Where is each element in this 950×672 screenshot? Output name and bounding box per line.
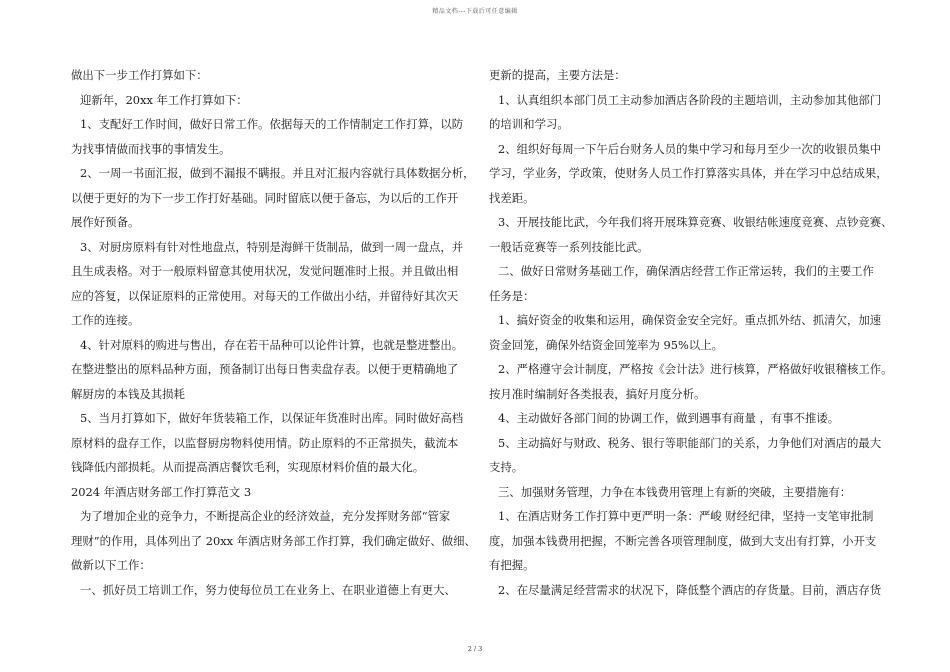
text-line: 有把握。: [489, 558, 535, 572]
text-line: 1、认真组织本部门员工主动参加酒店各阶段的主题培训，主动参加其他部门: [498, 92, 882, 107]
text-line: 一般话竞赛等一系列技能比武。: [489, 239, 649, 254]
text-line: 且生成表格。对于一般原料留意其使用状况，发觉问题准时上报。并且做出相: [71, 264, 459, 278]
header-note: 精品文档---下载后可任意编辑: [432, 8, 518, 15]
text-line: 为找事情做而找事的事情发生。: [71, 141, 231, 156]
text-line: 理财”的作用，具体列出了 20xx 年酒店财务部工作打算，我们确定做好、做细、: [71, 533, 476, 548]
text-line: 2024 年酒店财务部工作打算范文 3: [71, 484, 252, 499]
text-line: 资金回笼，确保外结资金回笼率为 95%以上。: [489, 337, 723, 352]
text-line: 支持。: [489, 460, 524, 474]
text-line: 解厨房的本钱及其损耗: [71, 386, 185, 401]
text-line: 做新以下工作：: [71, 558, 151, 572]
text-line: 应的答复，以保证原料的正常使用。对每天的工作做出小结，并留待好其次天: [71, 288, 459, 303]
text-line: 1、在酒店财务工作打算中更严明一条：严峻 财经纪律，坚持一支笔审批制: [498, 509, 874, 523]
right-column: [489, 63, 894, 602]
text-line: 3、对厨房原料有针对性地盘点，特别是海鲜干货制品，做到一周一盘点，并: [80, 239, 464, 254]
text-line: 2、严格遵守会计制度，严格按《会计法》进行核算，严格做好收银稽核工作。: [498, 362, 893, 376]
text-line: 1、支配好工作时间，做好日常工作。依据每天的工作情制定工作打算，以防: [80, 117, 464, 131]
text-line: 5、当月打算如下，做好年货装箱工作，以保证年货准时出库。同时做好高档: [80, 411, 464, 425]
text-line: 5、主动搞好与财政、税务、银行等职能部门的关系，力争他们对酒店的最大: [498, 435, 882, 450]
text-line: 做出下一步工作打算如下：: [71, 68, 208, 82]
text-line: 度，加强本钱费用把握，不断完善各项管理制度，做到大支出有打算，小开支: [489, 533, 877, 548]
left-column: [71, 63, 476, 602]
text-line: 2、一周一书面汇报，做到不漏报不瞒报。并且对汇报内容就行具体数据分析，: [80, 166, 475, 180]
text-line: 为了增加企业的竞争力，不断提高企业的经济效益，充分发挥财务部“管家: [80, 509, 451, 523]
text-line: 二、做好日常财务基础工作，确保酒店经营工作正常运转，我们的主要工作: [498, 264, 874, 278]
text-line: 按月准时编制好各类报表，搞好月度分析。: [489, 386, 706, 401]
text-line: 学习，学业务，学政策，使财务人员工作打算落实具体，并在学习中总结成果，: [489, 166, 888, 180]
text-line: 2、组织好每周一下午后台财务人员的集中学习和每月至少一次的收银员集中: [498, 141, 882, 156]
text-line: 4、针对原料的购进与售出，存在若干品种可以论件计算，也就是整进整出。: [80, 337, 464, 352]
text-line: 展作好预备。: [71, 215, 140, 229]
text-line: 三、加强财务管理，力争在本钱费用管理上有新的突破，主要措施有：: [498, 484, 852, 499]
text-line: 更新的提高，主要方法是：: [489, 68, 626, 82]
text-line: 钱降低内部损耗。从而提高酒店餐饮毛利，实现原材料价值的最大化。: [71, 460, 425, 474]
text-line: 找差距。: [489, 190, 535, 205]
text-line: 迎新年，20xx 年工作打算如下：: [80, 92, 248, 107]
text-line: 1、搞好资金的收集和运用，确保资金安全完好。重点抓外结、抓清欠，加速: [498, 313, 882, 327]
text-line: 任务是：: [489, 288, 535, 303]
text-line: 以便于更好的为下一步工作打好基础。同时留底以便于备忘，为以后的工作开: [71, 190, 459, 205]
text-line: 一、抓好员工培训工作，努力使每位员工在业务上、在职业道德上有更大、: [80, 582, 456, 597]
text-line: 原材料的盘存工作，以监督厨房物料使用情。防止原料的不正常损失，截流本: [71, 435, 459, 450]
page-number: 2 / 3: [467, 645, 483, 653]
text-line: 3、开展技能比武，今年我们将开展珠算竞赛、收银结帐速度竞赛、点钞竞赛、: [498, 215, 893, 229]
text-line: 2、在尽量满足经营需求的状况下，降低整个酒店的存货量。目前，酒店存货: [498, 582, 882, 597]
text-line: 4、主动做好各部门间的协调工作，做到遇事有商量 ，有事不推诿。: [498, 411, 840, 425]
text-line: 工作的连接。: [71, 313, 140, 327]
text-line: 的培训和学习。: [489, 117, 569, 131]
text-line: 在整进整出的原料品种方面，预备制订出每日售卖盘存表。以便于更精确地了: [71, 362, 459, 376]
